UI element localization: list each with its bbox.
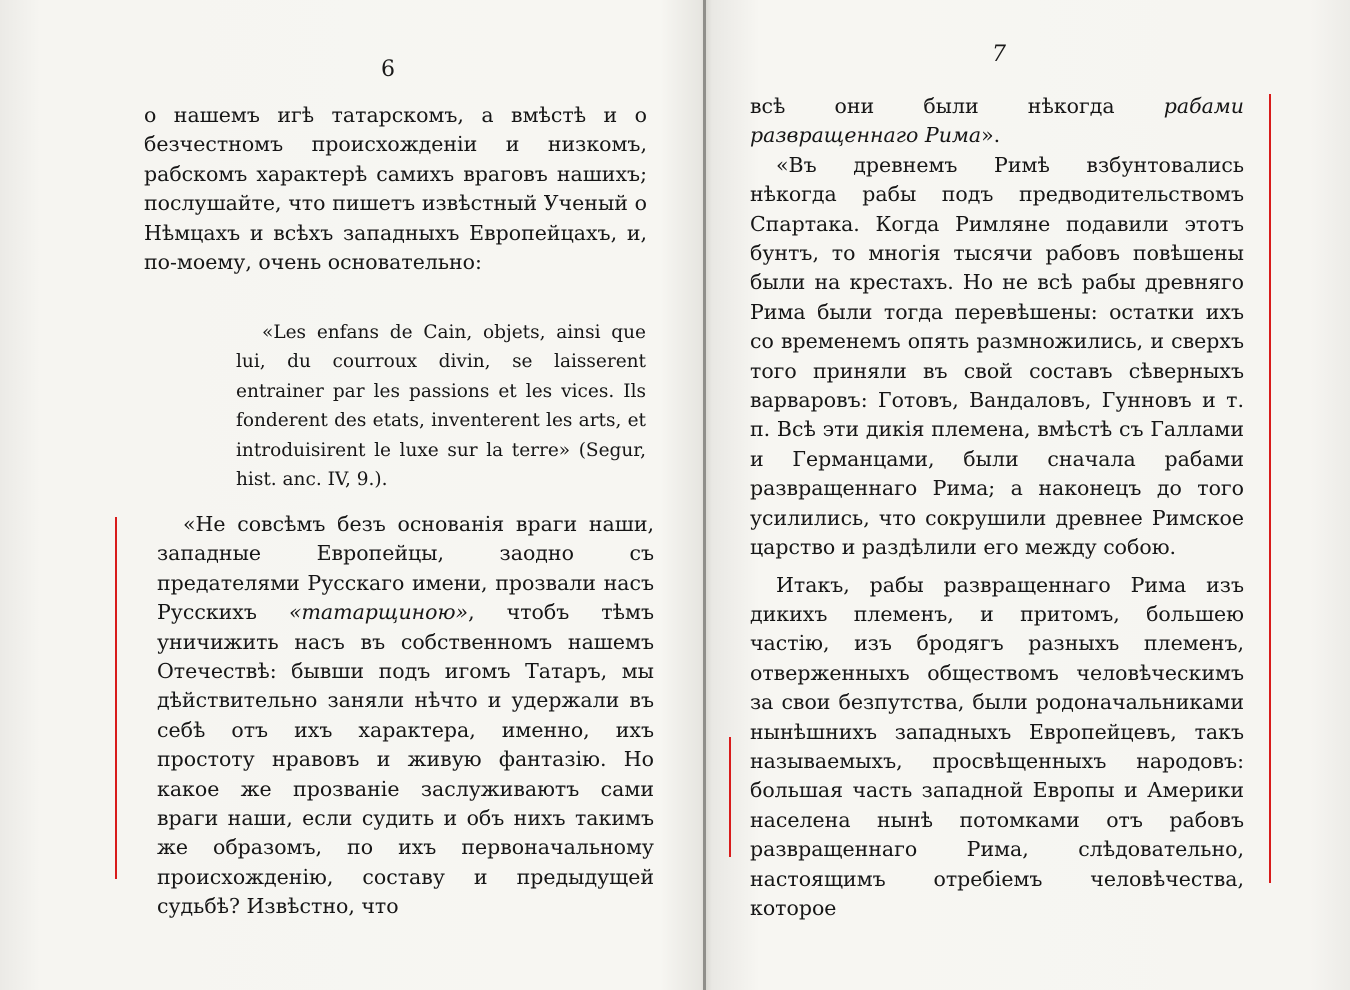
para2-before: «Не совсѣмъ безъ основанія враги наши, западные Европейцы, заодно съ предателями Русскаго имени, прозвали насъ Русскихъ: [157, 512, 654, 625]
para2-emphasis: «татарщиною»: [288, 600, 469, 625]
right-paragraph-2: «Въ древнемъ Римѣ взбунтовались нѣкогда рабы подъ предводительствомъ Спартака. Когда Римляне подавили этотъ бунтъ, то многія тысячи рабовъ повѣшены были на крестахъ. Но не всѣ рабы древняго Рима были тогда перевѣшены: остатки ихъ со временемъ опять размножились, и сверхъ того приняли въ свой составъ сѣверныхъ варваровъ: Готовъ, Вандаловъ, Гунновъ и т. п. Всѣ эти дикія племена, вмѣстѣ съ Галлами и Германцами, были сначала рабами развращеннаго Рима; а наконецъ до того усилились, что сокрушили древнее Римское царство и раздѣлили его между собою.: [750, 152, 1244, 560]
left-margin-mark: [115, 517, 117, 879]
quote-text: «Les enfans de Cain, objets, ainsi que lui, du courroux divin, se laisserent entrainer par les passions et les vices. Ils fonderent des etats, inventerent les arts, et introduisirent le luxe sur la terre» (Segur, hist. anc. IV, 9.).: [236, 322, 646, 491]
french-quote: [236, 318, 646, 494]
page-number-right: 7: [992, 42, 1006, 67]
right-line-1: [750, 92, 1244, 151]
right-margin-mark-long: [1269, 94, 1271, 883]
left-intro-paragraph: [144, 101, 647, 277]
line1-before: всѣ они были нѣкогда: [750, 94, 1164, 118]
right-page: [706, 0, 1350, 990]
intro-text: о нашемъ игѣ татарскомъ, а вмѣстѣ и о безчестномъ происхожденіи и низкомъ, рабскомъ характерѣ самихъ враговъ нашихъ; послушайте, что пишетъ извѣстный Ученый о Нѣмцахъ и всѣхъ западныхъ Европейцахъ, и, по-моему, очень основательно:: [144, 103, 647, 275]
right-body-text: [750, 92, 1244, 923]
right-margin-mark-lower: [729, 737, 731, 857]
line1-emphasis: рабами развращеннаго Рима: [750, 94, 1244, 148]
paragraph-2-text: [157, 510, 654, 922]
line1-after: ».: [981, 123, 1001, 148]
page-number-left: 6: [381, 57, 395, 82]
para2-after: , чтобъ тѣмъ уничижить насъ въ собственномъ нашемъ Отечествѣ: бывши подъ игомъ Татаръ, мы дѣйствительно заняли нѣчто и удержали въ себѣ отъ ихъ характера, именно, ихъ простоту нравовъ и живую фантазію. Но какое же прозваніе заслуживаютъ сами враги наши, если судить и объ нихъ такимъ же образомъ, по ихъ первоначальному происхожденію, составу и предыдущей судьбѣ? Извѣстно, что: [157, 600, 654, 919]
right-paragraph-3: Итакъ, рабы развращеннаго Рима изъ дикихъ племенъ, и притомъ, большею частію, изъ бродягъ разныхъ племенъ, отверженныхъ обществомъ человѣческимъ за свои безпутства, были родоначальниками нынѣшнихъ западныхъ Европейцевъ, такъ называемыхъ, просвѣщенныхъ народовъ: большая часть западной Европы и Америки населена нынѣ потомками отъ рабовъ развращеннаго Рима, слѣдовательно, настоящимъ отребіемъ человѣчества, которое: [750, 572, 1244, 920]
left-paragraph-2: [157, 510, 654, 922]
